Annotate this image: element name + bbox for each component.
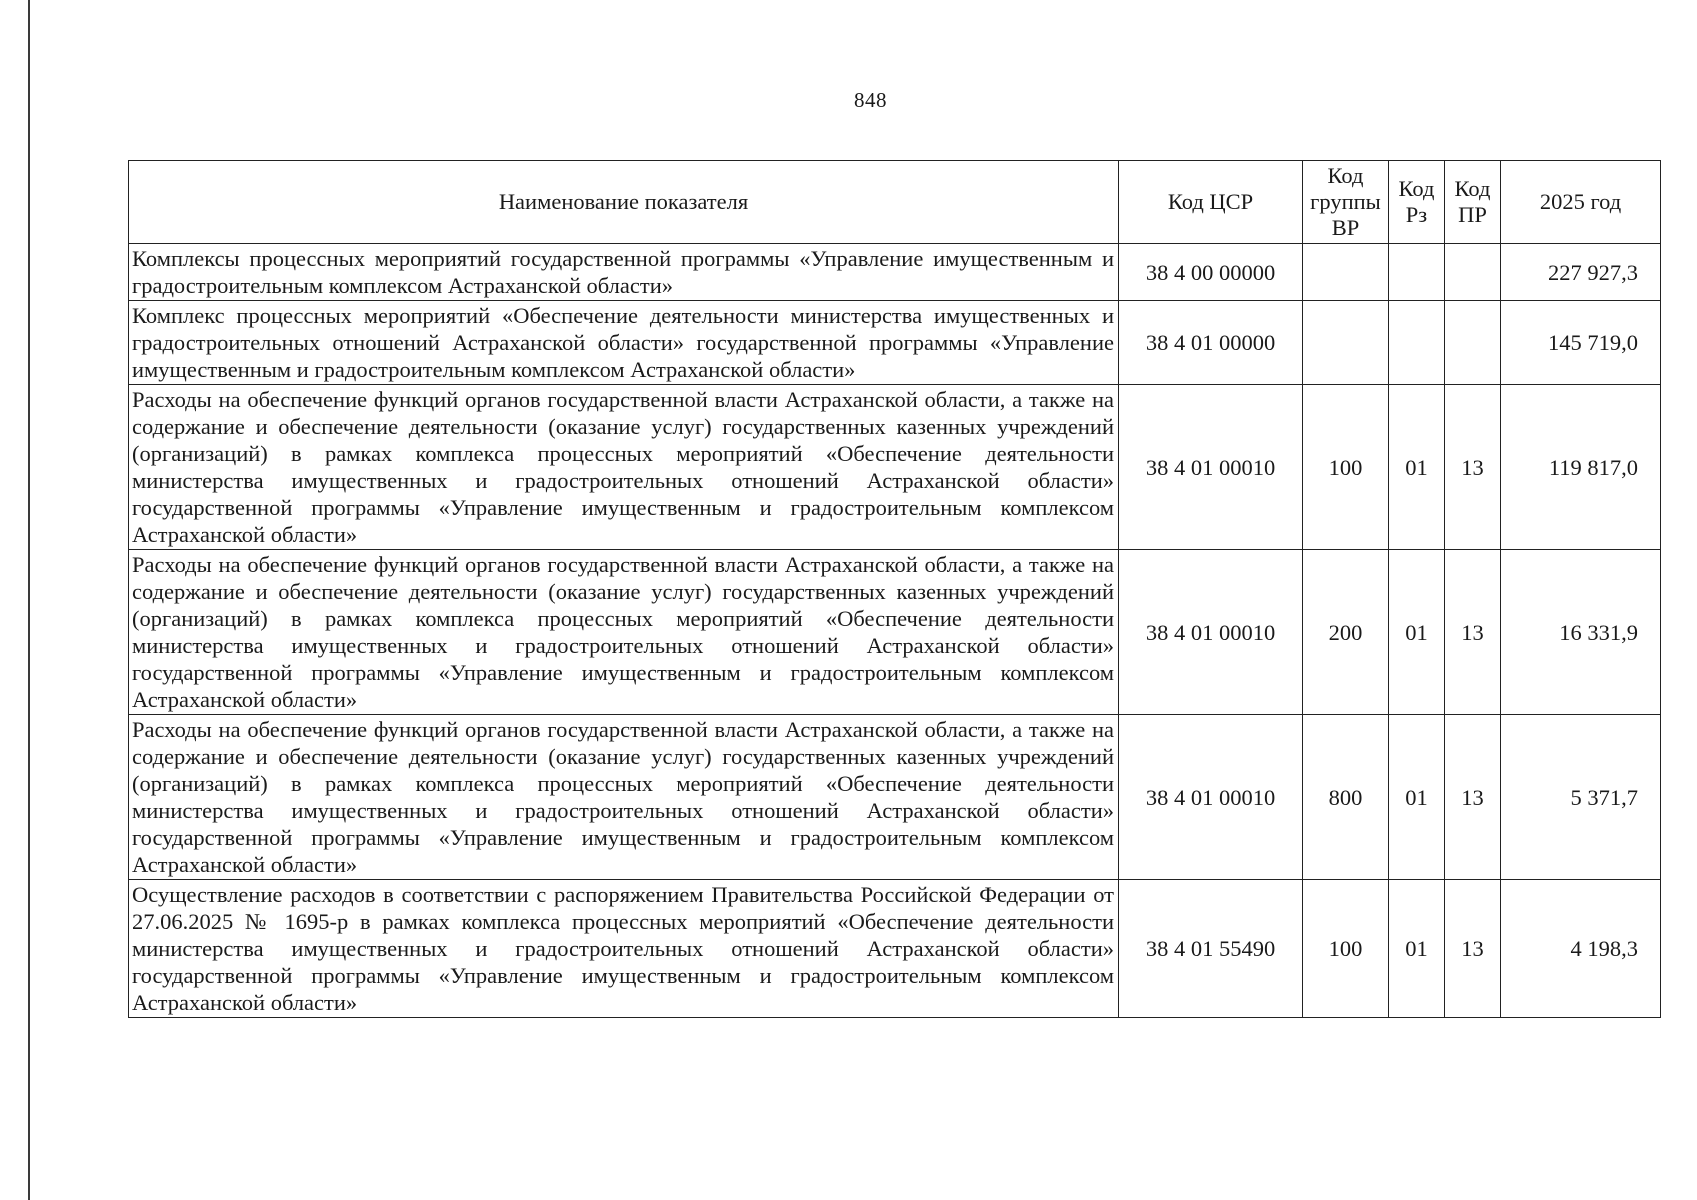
row-vr-cell bbox=[1303, 301, 1389, 385]
row-csr-cell: 38 4 01 00010 bbox=[1119, 715, 1303, 880]
header-csr-code: Код ЦСР bbox=[1119, 161, 1303, 244]
header-rz-code: Код Рз bbox=[1389, 161, 1445, 244]
row-csr-cell: 38 4 00 00000 bbox=[1119, 244, 1303, 301]
row-pr-cell: 13 bbox=[1445, 385, 1501, 550]
row-rz-cell: 01 bbox=[1389, 550, 1445, 715]
row-name-cell: Расходы на обеспечение функций органов государственной власти Астраханской области, а также на содержание и обеспечение деятельности (оказание услуг) государственных казенных учреждений (организаций) в рамках комплекса процессных мероприятий «Обеспечение деятельности министерства имущественных и градостроительных отношений Астраханской области» государственной программы «Управление имущественным и градостроительным комплексом Астраханской области» bbox=[129, 385, 1119, 550]
table-row bbox=[129, 301, 1661, 385]
budget-table bbox=[128, 160, 1661, 1018]
row-pr-cell bbox=[1445, 244, 1501, 301]
row-vr-cell: 200 bbox=[1303, 550, 1389, 715]
row-name-cell: Комплексы процессных мероприятий государственной программы «Управление имущественным и градостроительным комплексом Астраханской области» bbox=[129, 244, 1119, 301]
row-rz-cell bbox=[1389, 244, 1445, 301]
row-vr-cell: 100 bbox=[1303, 880, 1389, 1018]
header-year-2025: 2025 год bbox=[1501, 161, 1661, 244]
header-row bbox=[129, 161, 1661, 244]
row-rz-cell bbox=[1389, 301, 1445, 385]
header-pr-code: Код ПР bbox=[1445, 161, 1501, 244]
row-amount-cell: 145 719,0 bbox=[1501, 301, 1661, 385]
row-name-cell: Расходы на обеспечение функций органов государственной власти Астраханской области, а также на содержание и обеспечение деятельности (оказание услуг) государственных казенных учреждений (организаций) в рамках комплекса процессных мероприятий «Обеспечение деятельности министерства имущественных и градостроительных отношений Астраханской области» государственной программы «Управление имущественным и градостроительным комплексом Астраханской области» bbox=[129, 550, 1119, 715]
binding-margin-line bbox=[28, 0, 30, 1200]
row-name-cell: Расходы на обеспечение функций органов государственной власти Астраханской области, а также на содержание и обеспечение деятельности (оказание услуг) государственных казенных учреждений (организаций) в рамках комплекса процессных мероприятий «Обеспечение деятельности министерства имущественных и градостроительных отношений Астраханской области» государственной программы «Управление имущественным и градостроительным комплексом Астраханской области» bbox=[129, 715, 1119, 880]
row-rz-cell: 01 bbox=[1389, 385, 1445, 550]
table-row bbox=[129, 244, 1661, 301]
table-body bbox=[129, 244, 1661, 1018]
row-csr-cell: 38 4 01 00010 bbox=[1119, 550, 1303, 715]
row-vr-cell: 100 bbox=[1303, 385, 1389, 550]
table-header bbox=[129, 161, 1661, 244]
row-amount-cell: 16 331,9 bbox=[1501, 550, 1661, 715]
header-vr-code: Код группы ВР bbox=[1303, 161, 1389, 244]
row-pr-cell bbox=[1445, 301, 1501, 385]
row-amount-cell: 5 371,7 bbox=[1501, 715, 1661, 880]
page-number: 848 bbox=[854, 88, 887, 112]
row-rz-cell: 01 bbox=[1389, 715, 1445, 880]
row-csr-cell: 38 4 01 00000 bbox=[1119, 301, 1303, 385]
row-csr-cell: 38 4 01 00010 bbox=[1119, 385, 1303, 550]
row-pr-cell: 13 bbox=[1445, 715, 1501, 880]
row-vr-cell: 800 bbox=[1303, 715, 1389, 880]
row-amount-cell: 227 927,3 bbox=[1501, 244, 1661, 301]
row-csr-cell: 38 4 01 55490 bbox=[1119, 880, 1303, 1018]
row-name-cell: Комплекс процессных мероприятий «Обеспечение деятельности министерства имущественных и градостроительных отношений Астраханской области» государственной программы «Управление имущественным и градостроительным комплексом Астраханской области» bbox=[129, 301, 1119, 385]
header-name: Наименование показателя bbox=[129, 161, 1119, 244]
row-pr-cell: 13 bbox=[1445, 550, 1501, 715]
row-amount-cell: 4 198,3 bbox=[1501, 880, 1661, 1018]
table-row bbox=[129, 550, 1661, 715]
table-row bbox=[129, 880, 1661, 1018]
row-name-cell: Осуществление расходов в соответствии с распоряжением Правительства Российской Федерации от 27.06.2025 № 1695-р в рамках комплекса процессных мероприятий «Обеспечение деятельности министерства имущественных и градостроительных отношений Астраханской области» государственной программы «Управление имущественным и градостроительным комплексом Астраханской области» bbox=[129, 880, 1119, 1018]
table-row bbox=[129, 385, 1661, 550]
row-vr-cell bbox=[1303, 244, 1389, 301]
row-amount-cell: 119 817,0 bbox=[1501, 385, 1661, 550]
table-row bbox=[129, 715, 1661, 880]
row-rz-cell: 01 bbox=[1389, 880, 1445, 1018]
row-pr-cell: 13 bbox=[1445, 880, 1501, 1018]
